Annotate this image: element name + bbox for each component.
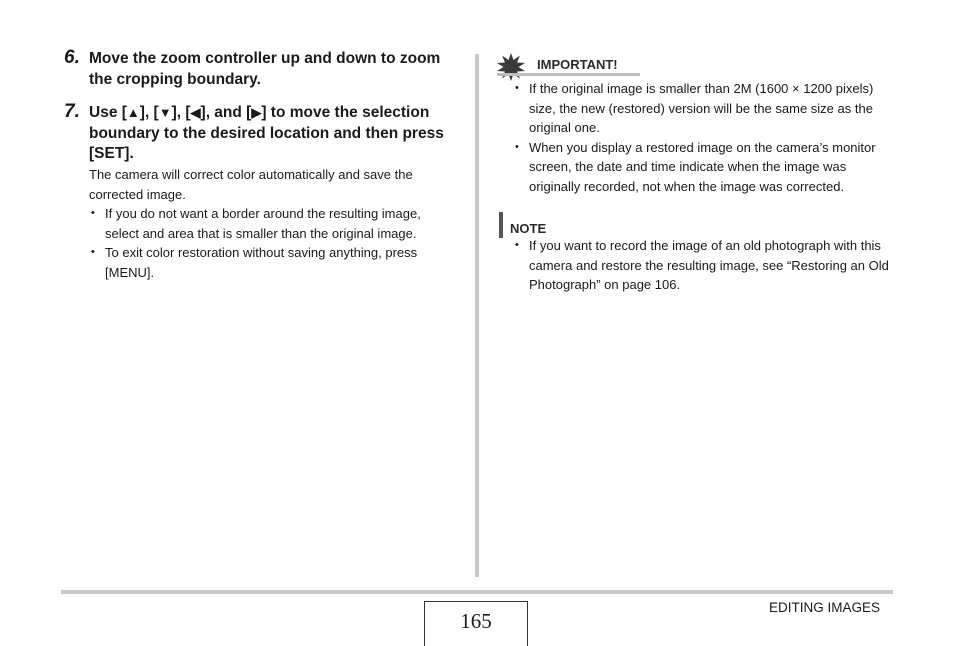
list-item [513, 79, 898, 138]
step-6 [64, 49, 464, 90]
step-text [89, 103, 464, 165]
important-underline [497, 73, 640, 76]
list-item-text: When you display a restored image on the camera’s monitor screen, the date and time indicate when the image was originally recorded, not when the image was corrected. [529, 139, 876, 194]
step-7-body [89, 165, 449, 282]
list-item [89, 204, 449, 243]
section-label: EDITING IMAGES [769, 600, 881, 615]
column-divider [475, 54, 479, 577]
note-list-container [513, 236, 898, 295]
bullet-icon: • [91, 246, 95, 258]
list-item [513, 236, 898, 295]
step-number: 7. [64, 101, 80, 122]
note-bar-icon [499, 212, 503, 238]
list-item-text: If you want to record the image of an old photograph with this camera and restore the resulting image, see “Restoring an Old Photograph” on page 106. [529, 238, 889, 292]
right-arrow-icon: ▶ [251, 105, 262, 120]
footer-rule [61, 590, 893, 594]
up-arrow-icon: ▲ [126, 105, 140, 120]
body-bullet-list [89, 204, 449, 282]
list-item-text: If the original image is smaller than 2M (1600 × 1200 pixels) size, the new (restored) version will be the same size as the original one. [529, 81, 874, 135]
important-list-container [513, 79, 898, 196]
down-arrow-icon: ▼ [158, 105, 172, 120]
step-number: 6. [64, 47, 80, 68]
step-text-part: ] to move the selection boundary to the desired location and then press [SET]. [89, 104, 444, 162]
important-label: IMPORTANT! [537, 57, 618, 72]
step-text-part: Use [ [89, 104, 127, 121]
list-item-text: To exit color restoration without saving anything, press [MENU]. [105, 245, 418, 280]
bullet-icon: • [515, 82, 519, 94]
body-intro: The camera will correct color automatically and save the corrected image. [89, 167, 413, 202]
note-label: NOTE [510, 221, 547, 236]
starburst-icon [497, 53, 525, 81]
bullet-icon: • [515, 140, 519, 153]
bullet-icon: • [91, 207, 95, 219]
step-text-part: ], [ [139, 104, 159, 121]
important-bullet-list [513, 79, 898, 196]
step-text-part: ], and [ [200, 104, 252, 121]
step-7 [64, 103, 464, 165]
left-arrow-icon: ◀ [190, 105, 201, 120]
bullet-icon: • [515, 239, 519, 251]
page-number: 165 [424, 601, 528, 646]
note-bullet-list [513, 236, 898, 295]
list-item [89, 243, 449, 282]
step-text: Move the zoom controller up and down to zoom the cropping boundary. [89, 50, 441, 88]
step-text-part: ], [ [171, 104, 191, 121]
list-item-text: If you do not want a border around the resulting image, select and area that is smaller than the original image. [105, 206, 421, 241]
list-item [513, 138, 898, 197]
